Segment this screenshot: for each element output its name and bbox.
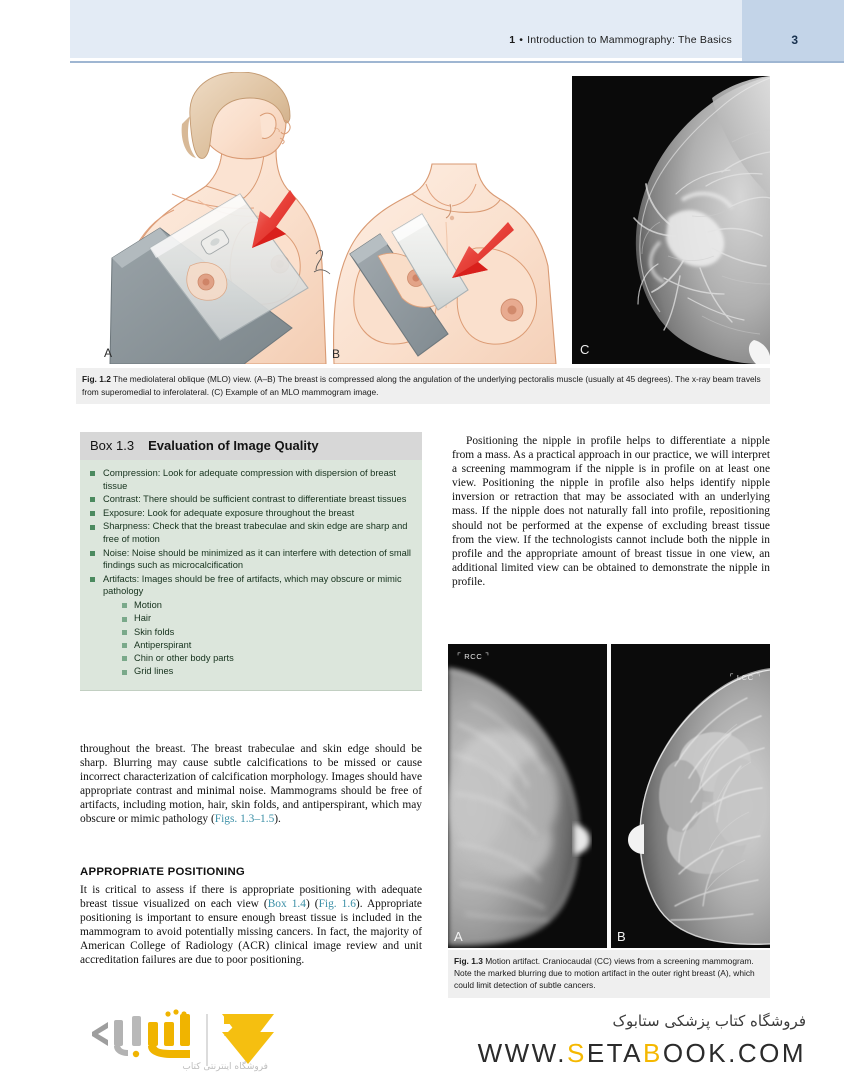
list-item: Noise: Noise should be minimized as it can interfere with detection of small findings such as microcalcification <box>90 547 412 572</box>
view-tag-lcc <box>730 672 761 683</box>
box-1-3-header <box>80 432 422 460</box>
cross-reference-fig[interactable]: Fig. 1.6 <box>318 898 356 911</box>
mammogram-lcc-svg <box>611 644 770 948</box>
figure-1-3 <box>448 644 770 948</box>
box-1-3-title: Evaluation of Image Quality <box>148 438 319 453</box>
figure-1-2-caption <box>76 368 770 404</box>
list-item-artifacts <box>90 573 412 679</box>
section-text-1: It is critical to assess if there is appropriate positioning with adequate breast tissue visualized on each view ( <box>80 884 422 911</box>
mlo-oblique-illustration <box>94 72 344 364</box>
figure-1-2-panel-b-letter: B <box>332 347 341 361</box>
sub-list-item: Antiperspirant <box>122 639 412 652</box>
section-heading: APPROPRIATE POSITIONING <box>80 866 246 878</box>
brand-url[interactable] <box>478 1038 806 1069</box>
header-rule <box>70 61 844 63</box>
box-1-3-list <box>90 467 412 679</box>
tag-bracket-right: ⌝ <box>485 651 490 661</box>
left-column-text <box>80 742 422 827</box>
setabook-logo <box>78 1006 378 1074</box>
chapter-number: 1 <box>509 34 516 46</box>
section-appropriate-positioning <box>80 866 422 968</box>
tag-label: LCC <box>736 673 754 682</box>
sub-list-item: Chin or other body parts <box>122 652 412 665</box>
sub-list-item: Skin folds <box>122 626 412 639</box>
illustration-panel-a <box>94 72 344 364</box>
paragraph-part-2: ). <box>274 813 281 826</box>
tag-bracket-left: ⌜ <box>457 651 462 661</box>
running-head-band <box>70 0 844 58</box>
figure-1-3-panel-a-letter: A <box>454 929 463 944</box>
chapter-title: Introduction to Mammography: The Basics <box>527 34 732 46</box>
figure-1-2-panel-c-letter: C <box>580 342 590 357</box>
figure-1-2-caption-text: The mediolateral oblique (MLO) view. (A–B) The breast is compressed along the angulation of the underlying pectoralis muscle (usually at 45 degrees). The x-ray beam travels from superomedial to inferolateral. (C) Example of an MLO mammogram image. <box>82 374 761 397</box>
box-1-3 <box>80 432 422 691</box>
list-item: Sharpness: Check that the breast trabeculae and skin edge are sharp and free of motion <box>90 520 412 545</box>
tag-bracket-left: ⌜ <box>729 672 735 682</box>
box-1-3-body <box>80 460 422 690</box>
mammogram-rcc-image <box>448 644 607 948</box>
mammogram-mlo-svg <box>572 76 770 364</box>
url-suffix: OOK.COM <box>662 1038 806 1068</box>
paragraph <box>80 883 422 968</box>
paragraph: Positioning the nipple in profile helps to differentiate a nipple from a mass. As a practical approach in our practice, we will interpret a screening mammogram if the nipple is in profile on at least one view. Positioning the nipple in profile also helps identify nipple inversion or retraction that may be associated with an underlying mass. If the nipple does not naturally fall into profile, repositioning should not be performed at the expense of excluding breast tissue from the view. If the technologists cannot include both the nipple in profile and the appropriate amount of breast tissue in one view, an additional limited view can be obtained to demonstrate the nipple in profile. <box>452 435 770 588</box>
list-item: Exposure: Look for adequate exposure throughout the breast <box>90 507 412 520</box>
page-number-block <box>742 0 844 62</box>
footer-watermark <box>0 1000 844 1080</box>
section-text-2: ) ( <box>305 898 319 911</box>
list-item: Contrast: There should be sufficient contrast to differentiate breast tissues <box>90 493 412 506</box>
sub-list-item: Motion <box>122 599 412 612</box>
cross-reference-box[interactable]: Box 1.4 <box>267 898 306 911</box>
paragraph <box>80 742 422 827</box>
url-letter-b: B <box>642 1038 663 1068</box>
box-1-3-number: Box 1.3 <box>90 438 135 453</box>
mlo-frontal-illustration <box>326 72 576 364</box>
url-prefix: WWW. <box>477 1038 567 1068</box>
list-item: Compression: Look for adequate compression with dispersion of breast tissue <box>90 467 412 492</box>
right-column-text <box>452 434 770 589</box>
list-item-label: Artifacts: Images should be free of artifacts, which may obscure or mimic pathology <box>103 573 402 597</box>
figure-1-3-caption-label: Fig. 1.3 <box>454 956 483 966</box>
sub-list-item: Hair <box>122 612 412 625</box>
mlo-mammogram-image <box>572 76 770 364</box>
figure-1-2-caption-label: Fig. 1.2 <box>82 374 111 384</box>
sub-list-item: Grid lines <box>122 665 412 678</box>
tag-label: RCC <box>464 652 483 661</box>
cross-reference-figs[interactable]: Figs. 1.3–1.5 <box>214 813 275 826</box>
url-eta: ETA <box>586 1038 643 1068</box>
brand-persian-text: فروشگاه کتاب پزشکی ستابوک <box>612 1012 806 1030</box>
page-number: 3 <box>791 33 798 47</box>
running-head <box>509 34 732 46</box>
box-1-3-sublist <box>103 599 412 679</box>
mammogram-rcc-svg <box>448 644 607 948</box>
figure-1-2-panel-a-letter: A <box>104 346 113 360</box>
paragraph-part-1: throughout the breast. The breast trabeculae and skin edge should be sharp. Blurring may cause subtle calcifications to be missed or cause incorrect characterization of calcification morphology. Images should have appropriate contrast and minimal noise. Mammograms should be free of artifacts, including motion, hair, skin folds, and antiperspirant, which may obscure or mimic pathology ( <box>80 743 422 826</box>
figure-1-2 <box>76 72 770 364</box>
url-letter-s: S <box>567 1038 587 1068</box>
illustration-panel-b <box>326 72 576 364</box>
mammogram-lcc-image <box>611 644 770 948</box>
figure-1-3-panel-b-letter: B <box>617 929 626 944</box>
header-separator: • <box>519 34 524 46</box>
logo-subtitle: فروشگاه اینترنتی کتاب <box>182 1062 268 1072</box>
figure-1-3-caption-text: Motion artifact. Craniocaudal (CC) views from a screening mammogram. Note the marked blurring due to motion artifact in the outer right breast (A), which could limit detection of subtle cancers. <box>454 956 755 991</box>
section-body <box>80 883 422 968</box>
view-tag-rcc <box>457 651 490 662</box>
figure-1-3-caption <box>448 950 770 998</box>
tag-bracket-right: ⌝ <box>756 672 761 682</box>
section-text-3: ). Appropriate positioning is important to ensure enough breast tissue is included in the mammogram to avoid potentially missing cancers. In fact, the majority of American College of Radiology (ACR) clinical image review and unit accreditation failures are due to poor positioning. <box>80 898 422 967</box>
